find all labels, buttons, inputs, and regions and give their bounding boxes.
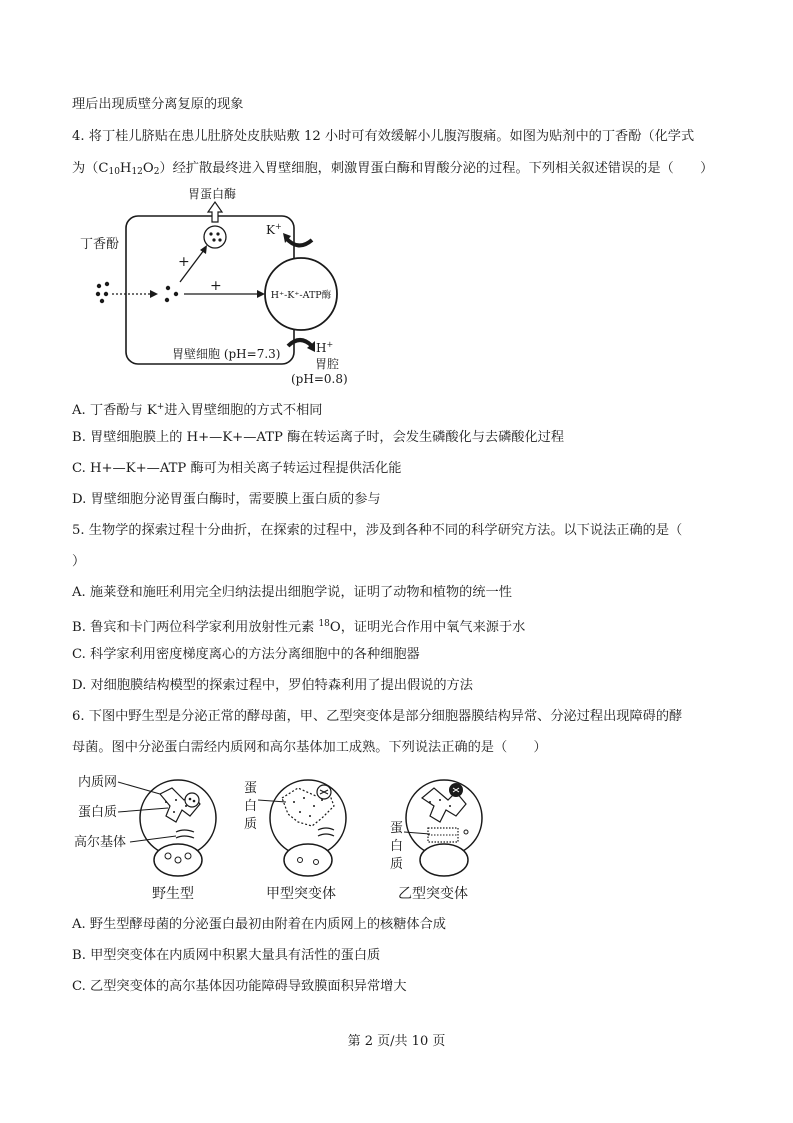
k-ion-label: K+: [266, 222, 282, 237]
protein-label: 蛋白质: [78, 805, 118, 820]
q5-option-d: D. 对细胞膜结构模型的探索过程中，罗伯特森利用了提出假说的方法: [72, 678, 473, 693]
h-ion-label: H+: [316, 340, 334, 355]
cell-label: 胃壁细胞 (pH=7.3): [172, 347, 281, 361]
q6-option-c: C. 乙型突变体的高尔基体因功能障碍导致膜面积异常增大: [72, 979, 407, 994]
q6-option-b: B. 甲型突变体在内质网中积累大量具有活性的蛋白质: [72, 948, 381, 963]
q4-option-b: B. 胃壁细胞膜上的 H+—K+—ATP 酶在转运离子时，会发生磷酸化与去磷酸化过程: [72, 430, 565, 445]
lumen-ph-label: (pH=0.8): [291, 372, 348, 386]
secretory-vesicle: [204, 226, 226, 248]
yeast-mutant-figure: [72, 770, 512, 906]
q5-option-b: B. 鲁宾和卡门两位科学家利用放射性元素 $^{18}$O，证明光合作用中氧气来源于水: [72, 619, 526, 635]
type-b-protein-char-1: 蛋: [390, 821, 404, 836]
page-footer: 第 2 页/共 10 页: [347, 1034, 446, 1049]
q6-stem-line1: 6. 下图中野生型是分泌正常的酵母菌，甲、乙型突变体是部分细胞器膜结构异常、分泌过程出现障碍的酵: [72, 709, 683, 724]
q4-stem-line1: 4. 将丁桂儿脐贴在患儿肚脐处皮肤贴敷 12 小时可有效缓解小儿腹泻腹痛。如图为贴剂中的丁香酚（化学式: [72, 129, 695, 144]
previous-question-tail: 理后出现质壁分离复原的现象: [72, 97, 244, 112]
type-b-protein-char-2: 白: [390, 839, 404, 854]
q6-stem-line2: 母菌。图中分泌蛋白需经内质网和高尔基体加工成熟。下列说法正确的是（ ）: [72, 740, 547, 755]
q5-option-c: C. 科学家利用密度梯度离心的方法分离细胞中的各种细胞器: [72, 647, 420, 662]
gastric-cell-figure: [72, 186, 372, 392]
eugenol-label: 丁香酚: [80, 237, 120, 252]
wild-type-label: 野生型: [152, 886, 194, 902]
k-ion-curve: [286, 238, 312, 246]
plus-sign-1: +: [178, 254, 190, 270]
lumen-label: 胃腔: [315, 357, 340, 371]
type-a-protein-char-1: 蛋: [244, 781, 258, 796]
pepsin-label: 胃蛋白酶: [188, 187, 237, 201]
golgi-label: 高尔基体: [74, 835, 127, 850]
secretion-arrow: [208, 202, 222, 222]
type-b-label: 乙型突变体: [398, 886, 468, 902]
er-label: 内质网: [78, 775, 118, 790]
type-b-mutant-cell: [406, 780, 482, 876]
q6-option-a: A. 野生型酵母菌的分泌蛋白最初由附着在内质网上的核糖体合成: [72, 917, 446, 932]
type-b-protein-char-3: 质: [390, 857, 404, 872]
type-a-protein-char-2: 白: [244, 799, 258, 814]
type-a-label: 甲型突变体: [266, 886, 336, 902]
q4-option-d: D. 胃壁细胞分泌胃蛋白酶时，需要膜上蛋白质的参与: [72, 492, 381, 507]
q5-stem-line2: ）: [72, 554, 86, 569]
type-a-protein-char-3: 质: [244, 817, 258, 832]
q5-option-a: A. 施莱登和施旺利用完全归纳法提出细胞学说，证明了动物和植物的统一性: [72, 585, 512, 600]
q4-option-c: C. H+—K+—ATP 酶可为相关离子转运过程提供活化能: [72, 461, 402, 476]
q5-stem-line1: 5. 生物学的探索过程十分曲折，在探索的过程中，涉及到各种不同的科学研究方法。以下说法正确的是（: [72, 523, 683, 538]
q4-option-a: A. 丁香酚与 K+进入胃壁细胞的方式不相同: [72, 402, 323, 418]
h-ion-curve: [288, 340, 312, 346]
q4-stem-line2: 为$(C_{10}H_{12}O_2)$经扩散最终进入胃壁细胞，刺激胃蛋白酶和胃酸分泌的过程。下列相关叙述错误的是（ ）: [72, 161, 714, 177]
type-a-mutant-cell: [270, 780, 346, 876]
pump-label: H⁺-K⁺-ATP酶: [270, 290, 332, 301]
plus-sign-2: +: [210, 278, 222, 294]
wild-type-cell: [140, 780, 216, 876]
